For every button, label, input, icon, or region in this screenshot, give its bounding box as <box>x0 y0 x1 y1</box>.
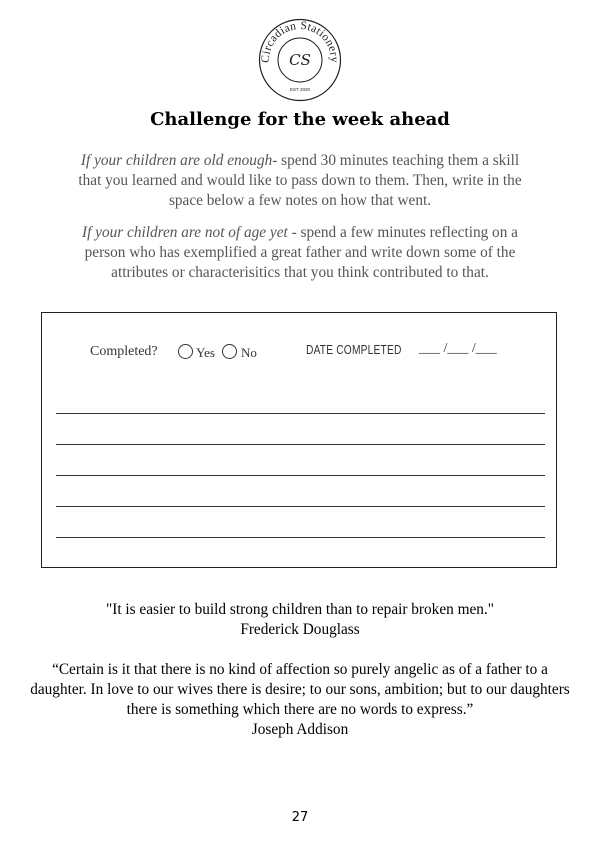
date-completed-label: DATE COMPLETED <box>306 343 402 357</box>
intro-emphasis: If your children are not of age yet <box>82 224 288 241</box>
intro-paragraph-older <box>70 151 530 211</box>
intro-emphasis: If your children are old enough <box>80 152 273 169</box>
no-radio[interactable] <box>222 344 237 359</box>
svg-text:EST 2020: EST 2020 <box>290 87 310 92</box>
quote-text: “Certain is it that there is no kind of affection so purely angelic as of a father to a daughter. In love to our wives there is desire; to our sons, ambition; but to our daughters there is something which there are no words to express.” <box>30 661 570 718</box>
writing-line[interactable] <box>56 413 545 414</box>
page-title: Challenge for the week ahead <box>150 109 450 130</box>
writing-line[interactable] <box>56 444 545 445</box>
writing-line[interactable] <box>56 537 545 538</box>
circadian-stationery-logo <box>258 18 342 102</box>
page-number: 27 <box>291 810 309 825</box>
no-label: No <box>241 345 257 360</box>
writing-line[interactable] <box>56 506 545 507</box>
intro-text: - spend 30 minutes teaching them a skill that you learned and would like to pass down to them. Then, write in the space below a few notes on how that went. <box>78 152 522 209</box>
quote-addison <box>30 660 570 740</box>
yes-radio[interactable] <box>178 344 193 359</box>
completed-label: Completed? <box>90 344 158 359</box>
date-completed-field[interactable]: ___ /___ /___ <box>419 341 497 356</box>
quote-author: Joseph Addison <box>251 721 349 738</box>
quote-text: "It is easier to build strong children than to repair broken men." <box>105 601 494 618</box>
quote-author: Frederick Douglass <box>240 621 360 638</box>
yes-label: Yes <box>196 345 215 360</box>
intro-paragraph-younger <box>70 223 530 283</box>
intro-text: - spend a few minutes reflecting on a person who has exemplified a great father and write down some of the attributes or characterisitics that you think contributed to that. <box>84 224 518 281</box>
svg-text:CS: CS <box>289 51 311 69</box>
svg-text:Circadian Stationery: Circadian Stationery <box>259 19 341 64</box>
writing-line[interactable] <box>56 475 545 476</box>
quote-douglass <box>30 600 570 640</box>
